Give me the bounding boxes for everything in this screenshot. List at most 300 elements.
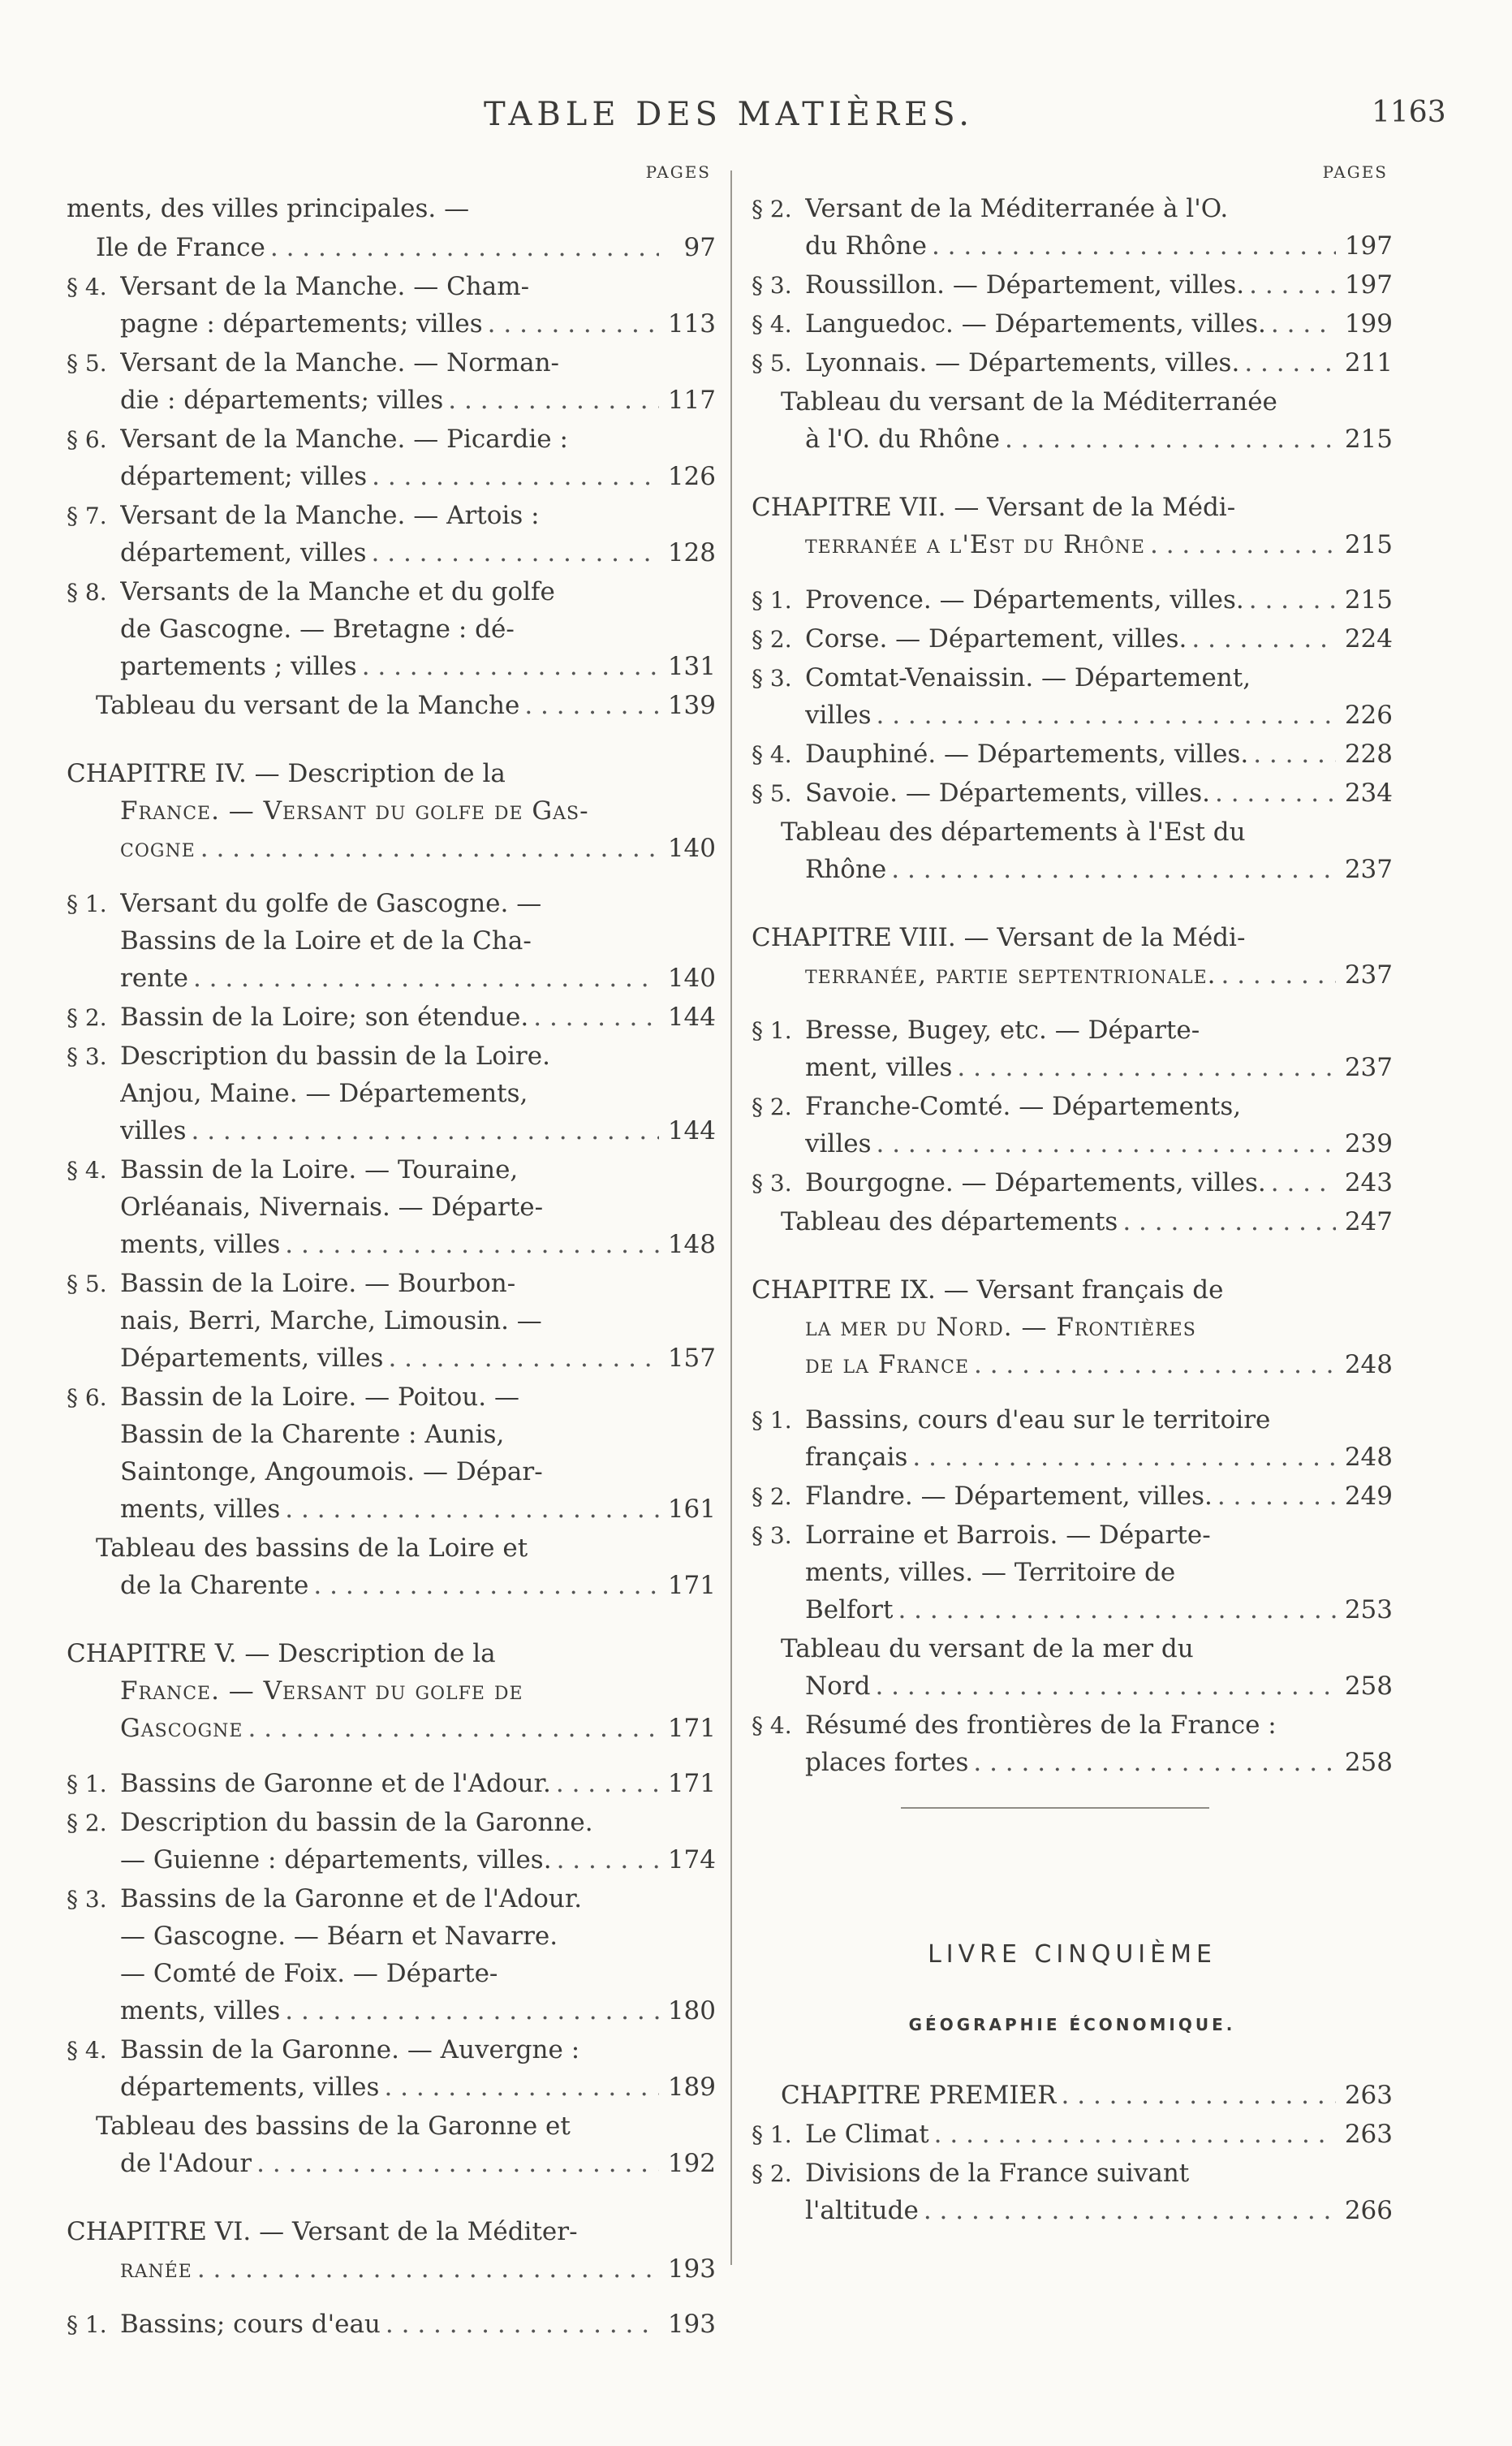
- dot-leader: [872, 697, 1336, 734]
- dot-leader: [1239, 344, 1336, 382]
- page-ref: 215: [1344, 530, 1393, 559]
- toc-entry: [752, 266, 1393, 304]
- toc-entry: [67, 999, 716, 1036]
- entry-text: villes: [805, 1129, 872, 1158]
- section-number: § 3.: [67, 1886, 107, 1913]
- entry-text: Bassins de la Garonne et de l'Adour.: [120, 1884, 583, 1913]
- entry-text: Bassins de Garonne et de l'Adour.: [120, 1769, 551, 1798]
- section-number: § 1.: [752, 2121, 792, 2148]
- entry-text: de l'Adour: [120, 2149, 252, 2178]
- dot-leader: [252, 2145, 659, 2182]
- section-number: § 4.: [752, 311, 792, 338]
- toc-group-left-3: [67, 1765, 716, 2182]
- entry-text: de la France: [805, 1350, 970, 1379]
- entry-text: Tableau des départements à l'Est du: [781, 817, 1246, 847]
- entry-text: France. — Versant du golfe de Gas-: [120, 796, 589, 826]
- chapter-6: [67, 2213, 716, 2288]
- entry-text: Tableau des bassins de la Loire et: [96, 1534, 528, 1563]
- page-ref: 171: [667, 1769, 716, 1798]
- entry-text: Tableau des bassins de la Garonne et: [96, 2112, 571, 2141]
- entry-text: Comtat-Venaissin. — Département,: [805, 663, 1251, 692]
- dot-leader: [969, 1346, 1336, 1383]
- page-ref: 157: [667, 1344, 716, 1373]
- section-number: § 7.: [67, 503, 107, 529]
- page-ref: 248: [1344, 1443, 1393, 1472]
- entry-text: ments, villes: [120, 1996, 281, 2025]
- entry-text: Bassins; cours d'eau: [120, 2310, 381, 2339]
- dot-leader: [886, 851, 1336, 888]
- page-ref: 247: [1344, 1207, 1393, 1236]
- left-column: [67, 162, 716, 2345]
- page-ref: 171: [667, 1714, 716, 1743]
- toc-entry: [752, 1478, 1393, 1515]
- entry-text: Corse. — Département, villes.: [805, 624, 1187, 654]
- section-number: § 2.: [752, 2160, 792, 2187]
- entry-text: Provence. — Départements, villes.: [805, 585, 1244, 615]
- entry-text: français: [805, 1443, 908, 1472]
- entry-text: Description du bassin de la Loire.: [120, 1042, 550, 1071]
- entry-text: départements, villes: [120, 2073, 380, 2102]
- entry-text: Bassin de la Loire. — Touraine,: [120, 1155, 519, 1184]
- page-ref: 258: [1344, 1672, 1393, 1701]
- section-number: § 4.: [67, 2037, 107, 2064]
- page-ref: 171: [667, 1571, 716, 1600]
- section-number: § 3.: [752, 1522, 792, 1549]
- dot-leader: [927, 227, 1336, 265]
- toc-entry: [67, 885, 716, 997]
- section-number: § 6.: [67, 426, 107, 453]
- toc-entry: [752, 344, 1393, 382]
- toc-entry: [67, 1880, 716, 2030]
- entry-text: CHAPITRE VII. — Versant de la Médi-: [752, 493, 1236, 522]
- entry-text: Bassins de la Loire et de la Cha-: [120, 926, 532, 956]
- dot-leader: [1187, 620, 1336, 658]
- toc-entry: [67, 1529, 716, 1604]
- section-divider: [901, 1807, 1209, 1809]
- toc-entry: [752, 2116, 1393, 2153]
- entry-text: cogne: [120, 834, 196, 863]
- toc-entry: [67, 497, 716, 572]
- dot-leader: [243, 1710, 659, 1747]
- entry-text: France. — Versant du golfe de: [120, 1676, 523, 1706]
- page-ref: 248: [1344, 1350, 1393, 1379]
- page-ref: 215: [1344, 585, 1393, 615]
- entry-text: la mer du Nord. — Frontières: [805, 1313, 1196, 1342]
- dot-leader: [381, 2306, 659, 2343]
- dot-leader: [968, 1744, 1336, 1781]
- section-number: § 1.: [752, 1017, 792, 1044]
- entry-text: CHAPITRE IX. — Versant français de: [752, 1275, 1224, 1305]
- page-ref: 189: [667, 2073, 716, 2102]
- dot-leader: [929, 2116, 1336, 2153]
- entry-text: villes: [120, 1116, 187, 1145]
- toc-entry: [752, 383, 1393, 458]
- toc-group-right-2: [752, 581, 1393, 888]
- toc-entry: [67, 268, 716, 343]
- page-ref: 258: [1344, 1748, 1393, 1777]
- dot-leader: [1248, 736, 1336, 773]
- column-divider: [730, 170, 732, 2265]
- dot-leader: [443, 382, 659, 419]
- page-ref: 211: [1344, 348, 1393, 377]
- toc-entry: [67, 1378, 716, 1528]
- page-ref: 249: [1344, 1482, 1393, 1511]
- section-number: § 6.: [67, 1384, 107, 1411]
- entry-text: terranée a l'Est du Rhône: [805, 530, 1145, 559]
- dot-leader: [196, 830, 659, 867]
- entry-text: nais, Berri, Marche, Limousin. —: [120, 1306, 542, 1335]
- chapter-heading: [752, 489, 1393, 563]
- entry-text: CHAPITRE V. — Description de la: [67, 1639, 496, 1668]
- page-ref: 113: [667, 309, 716, 339]
- dot-leader: [367, 534, 659, 572]
- page-ref: 253: [1344, 1595, 1393, 1624]
- dot-leader: [357, 648, 659, 685]
- section-number: § 8.: [67, 579, 107, 606]
- dot-leader: [367, 458, 659, 495]
- page-ref: 161: [667, 1495, 716, 1524]
- dot-leader: [265, 229, 659, 266]
- dot-leader: [919, 2192, 1336, 2229]
- page-ref: 97: [683, 233, 716, 262]
- page-ref: 263: [1344, 2120, 1393, 2149]
- toc-group-right-3: [752, 1012, 1393, 1240]
- entry-text: Le Climat: [805, 2120, 929, 2149]
- toc-entry: [752, 2155, 1393, 2229]
- entry-text: Versant de la Manche. — Artois :: [120, 501, 540, 530]
- entry-text: Bassin de la Charente : Aunis,: [120, 1420, 505, 1449]
- page-number: 1163: [1372, 96, 1446, 129]
- chapter-heading: [67, 1635, 716, 1747]
- entry-text: — Guienne : départements, villes.: [120, 1845, 552, 1874]
- dot-leader: [528, 999, 659, 1036]
- entry-text: Tableau du versant de la Méditerranée: [781, 387, 1277, 416]
- entry-text: villes: [805, 701, 872, 730]
- toc-entry: [67, 190, 716, 227]
- chapter-heading: [752, 919, 1393, 994]
- entry-text: Départements, villes: [120, 1344, 384, 1373]
- toc-entry: [67, 2107, 716, 2182]
- section-number: § 2.: [67, 1004, 107, 1031]
- page-ref: 131: [667, 652, 716, 681]
- entry-text: Versants de la Manche et du golfe: [120, 577, 555, 606]
- entry-text: Lyonnais. — Départements, villes.: [805, 348, 1240, 377]
- entry-text: de Gascogne. — Bretagne : dé-: [120, 615, 515, 644]
- toc-entry: [67, 1804, 716, 1879]
- dot-leader: [893, 1591, 1336, 1629]
- dot-leader: [483, 305, 659, 343]
- dot-leader: [1244, 266, 1336, 304]
- entry-text: Bourgogne. — Départements, villes.: [805, 1168, 1266, 1197]
- entry-text: Flandre. — Département, villes.: [805, 1482, 1213, 1511]
- toc-entry: [752, 774, 1393, 812]
- entry-text: du Rhône: [805, 231, 927, 261]
- page-ref: 193: [667, 2254, 716, 2284]
- page-ref: 180: [667, 1996, 716, 2025]
- section-number: § 3.: [752, 272, 792, 299]
- entry-text: Versant de la Méditerranée à l'O.: [805, 194, 1229, 223]
- chapter-5: [67, 1635, 716, 1747]
- section-number: § 5.: [67, 350, 107, 377]
- page-ref: 174: [667, 1845, 716, 1874]
- section-number: § 4.: [752, 741, 792, 768]
- toc-entry: [67, 229, 716, 266]
- dot-leader: [519, 687, 659, 724]
- section-number: § 2.: [752, 1483, 792, 1510]
- entry-text: Versant de la Manche. — Norman-: [120, 348, 560, 377]
- dot-leader: [1145, 526, 1336, 563]
- entry-text: Bassin de la Loire. — Bourbon-: [120, 1269, 516, 1298]
- section-number: § 5.: [752, 780, 792, 807]
- livre-title: LIVRE CINQUIÈME: [928, 1940, 1217, 1969]
- section-number: § 1.: [67, 891, 107, 917]
- page-ref: 237: [1344, 1053, 1393, 1082]
- right-column: [752, 162, 1393, 1783]
- page-ref: 197: [1344, 270, 1393, 300]
- entry-text: CHAPITRE VI. — Versant de la Méditer-: [67, 2217, 578, 2246]
- page-ref: 234: [1344, 779, 1393, 808]
- entry-text: département, villes: [120, 538, 367, 567]
- toc-group-right-4: [752, 1401, 1393, 1781]
- page-ref: 139: [667, 691, 716, 720]
- toc-group-right-5: [752, 2077, 1393, 2231]
- chapter-8: [752, 919, 1393, 994]
- entry-text: CHAPITRE VIII. — Versant de la Médi-: [752, 923, 1246, 952]
- toc-entry: [67, 573, 716, 685]
- entry-text: Savoie. — Départements, villes.: [805, 779, 1211, 808]
- dot-leader: [308, 1567, 659, 1604]
- page-ref: 239: [1344, 1129, 1393, 1158]
- entry-text: Anjou, Maine. — Départements,: [120, 1079, 528, 1108]
- toc-entry: [67, 1151, 716, 1263]
- section-number: § 4.: [67, 274, 107, 300]
- entry-text: Gascogne: [120, 1714, 243, 1743]
- chapter-9: [752, 1271, 1393, 1383]
- entry-text: Franche-Comté. — Départements,: [805, 1092, 1242, 1121]
- page-ref: 228: [1344, 740, 1393, 769]
- entry-text: ments, villes: [120, 1495, 281, 1524]
- section-number: § 2.: [752, 1094, 792, 1120]
- toc-entry: [752, 1706, 1393, 1781]
- dot-leader: [1266, 1164, 1336, 1201]
- section-number: § 5.: [752, 350, 792, 377]
- page-ref: 199: [1344, 309, 1393, 339]
- dot-leader: [551, 1765, 659, 1802]
- entry-text: Bassins, cours d'eau sur le territoire: [805, 1405, 1271, 1434]
- page-ref: 128: [667, 538, 716, 567]
- dot-leader: [383, 1339, 659, 1377]
- dot-leader: [188, 960, 659, 997]
- toc-entry: [67, 1038, 716, 1150]
- entry-text: de la Charente: [120, 1571, 309, 1600]
- toc-entry: [67, 2031, 716, 2106]
- dot-leader: [1217, 956, 1337, 994]
- toc-entry: [752, 1164, 1393, 1201]
- page-ref: 215: [1344, 425, 1393, 454]
- page-ref: 263: [1344, 2081, 1393, 2110]
- dot-leader: [872, 1125, 1336, 1163]
- toc-entry: [752, 813, 1393, 888]
- page-ref: 140: [667, 964, 716, 993]
- entry-text: CHAPITRE IV. — Description de la: [67, 759, 506, 788]
- dot-leader: [192, 2250, 659, 2288]
- section-number: § 3.: [67, 1043, 107, 1070]
- section-number: § 2.: [67, 1810, 107, 1836]
- toc-entry: [752, 581, 1393, 619]
- entry-text: Description du bassin de la Garonne.: [120, 1808, 593, 1837]
- page-ref: 243: [1344, 1168, 1393, 1197]
- dot-leader: [280, 1226, 659, 1263]
- dot-leader: [870, 1667, 1336, 1705]
- pages-label: PAGES: [645, 162, 711, 182]
- entry-text: Orléanais, Nivernais. — Départe-: [120, 1193, 544, 1222]
- toc-entry: [752, 2077, 1393, 2114]
- page-ref: 144: [667, 1003, 716, 1032]
- entry-text: à l'O. du Rhône: [805, 425, 1001, 454]
- page-ref: 140: [667, 834, 716, 863]
- page-ref: 192: [667, 2149, 716, 2178]
- entry-text: Bresse, Bugey, etc. — Départe-: [805, 1016, 1200, 1045]
- dot-leader: [280, 1992, 659, 2030]
- toc-entry: [752, 190, 1393, 265]
- page-ref: 126: [667, 462, 716, 491]
- entry-text: terranée, partie septentrionale.: [805, 960, 1217, 990]
- dot-leader: [1244, 581, 1336, 619]
- toc-entry: [67, 687, 716, 724]
- toc-entry: [752, 1203, 1393, 1240]
- toc-entry: [752, 1516, 1393, 1629]
- toc-entry: [752, 736, 1393, 773]
- entry-text: places fortes: [805, 1748, 969, 1777]
- entry-text: die : départements; villes: [120, 386, 444, 415]
- dot-leader: [1266, 305, 1336, 343]
- chapter-7: [752, 489, 1393, 563]
- section-number: § 3.: [752, 1170, 792, 1197]
- entry-text: ments, des villes principales. —: [67, 194, 470, 223]
- page-ref: 197: [1344, 231, 1393, 261]
- entry-text: ment, villes: [805, 1053, 953, 1082]
- chapter-heading: [67, 755, 716, 867]
- toc-group-left-4: [67, 2306, 716, 2343]
- toc-entry: [752, 1401, 1393, 1476]
- chapter-heading: [67, 2213, 716, 2288]
- entry-text: département; villes: [120, 462, 368, 491]
- entry-text: Versant de la Manche. — Cham-: [120, 272, 530, 301]
- entry-text: Bassin de la Loire; son étendue.: [120, 1003, 529, 1032]
- entry-text: Versant de la Manche. — Picardie :: [120, 425, 568, 454]
- page-ref: 237: [1344, 960, 1393, 990]
- dot-leader: [1210, 774, 1336, 812]
- pages-label-right: PAGES: [1322, 162, 1388, 182]
- running-header: [0, 96, 1512, 145]
- entry-text: rente: [120, 964, 188, 993]
- entry-text: ments, villes. — Territoire de: [805, 1558, 1176, 1587]
- toc-entry: [752, 659, 1393, 734]
- entry-text: Résumé des frontières de la France :: [805, 1710, 1277, 1740]
- section-number: § 4.: [67, 1157, 107, 1184]
- entry-text: Roussillon. — Département, villes.: [805, 270, 1245, 300]
- toc-entry: [67, 421, 716, 495]
- section-number: § 5.: [67, 1270, 107, 1297]
- section-number: § 1.: [752, 1407, 792, 1434]
- section-number: § 1.: [752, 587, 792, 614]
- entry-text: Belfort: [805, 1595, 894, 1624]
- entry-text: Saintonge, Angoumois. — Dépar-: [120, 1457, 543, 1486]
- entry-text: Ile de France: [96, 233, 265, 262]
- entry-text: Tableau des départements: [781, 1207, 1118, 1236]
- toc-group-left-2: [67, 885, 716, 1604]
- dot-leader: [280, 1490, 659, 1528]
- page-ref: 266: [1344, 2196, 1393, 2225]
- dot-leader: [907, 1439, 1336, 1476]
- toc-group-left-1: [67, 190, 716, 724]
- section-number: § 4.: [752, 1712, 792, 1739]
- toc-entry: [752, 305, 1393, 343]
- page-title: TABLE DES MATIÈRES.: [484, 96, 974, 133]
- entry-text: Nord: [805, 1672, 871, 1701]
- section-number: § 2.: [752, 196, 792, 222]
- entry-text: Rhône: [805, 855, 887, 884]
- toc-entry: [752, 1630, 1393, 1705]
- entry-text: l'altitude: [805, 2196, 919, 2225]
- page-ref: 193: [667, 2310, 716, 2339]
- chapter-heading: [752, 1271, 1393, 1383]
- toc-entry: [67, 2306, 716, 2343]
- page-ref: 226: [1344, 701, 1393, 730]
- toc-entry: [67, 1765, 716, 1802]
- section-number: § 3.: [752, 665, 792, 692]
- entry-text: ments, villes: [120, 1230, 281, 1259]
- entry-text: Lorraine et Barrois. — Départe-: [805, 1521, 1211, 1550]
- entry-text: Bassin de la Garonne. — Auvergne :: [120, 2035, 580, 2064]
- page-ref: 144: [667, 1116, 716, 1145]
- dot-leader: [1000, 421, 1336, 458]
- entry-text: — Comté de Foix. — Départe-: [120, 1959, 498, 1988]
- entry-text: CHAPITRE PREMIER: [781, 2081, 1057, 2110]
- dot-leader: [1118, 1203, 1336, 1240]
- dot-leader: [952, 1049, 1336, 1086]
- dot-leader: [552, 1841, 659, 1879]
- entry-text: — Gascogne. — Béarn et Navarre.: [120, 1922, 558, 1951]
- entry-text: ranée: [120, 2254, 192, 2284]
- toc-entry: [752, 1012, 1393, 1086]
- entry-text: Dauphiné. — Départements, villes.: [805, 740, 1249, 769]
- page-ref: 237: [1344, 855, 1393, 884]
- toc-group-right-1: [752, 190, 1393, 458]
- page-ref: 117: [667, 386, 716, 415]
- toc-entry: [67, 344, 716, 419]
- entry-text: pagne : départements; villes: [120, 309, 483, 339]
- entry-text: Tableau du versant de la mer du: [781, 1634, 1194, 1663]
- toc-entry: [752, 620, 1393, 658]
- section-number: § 1.: [67, 2311, 107, 2338]
- entry-text: Divisions de la France suivant: [805, 2159, 1190, 2188]
- entry-text: partements ; villes: [120, 652, 357, 681]
- section-number: § 2.: [752, 626, 792, 653]
- section-number: § 1.: [67, 1771, 107, 1797]
- dot-leader: [1213, 1478, 1336, 1515]
- entry-text: Versant du golfe de Gascogne. —: [120, 889, 542, 918]
- dot-leader: [187, 1112, 659, 1150]
- toc-entry: [752, 1088, 1393, 1163]
- entry-text: Tableau du versant de la Manche: [96, 691, 520, 720]
- chapter-4: [67, 755, 716, 867]
- entry-text: Bassin de la Loire. — Poitou. —: [120, 1383, 519, 1412]
- dot-leader: [379, 2069, 659, 2106]
- page-ref: 224: [1344, 624, 1393, 654]
- toc-entry: [67, 1265, 716, 1377]
- dot-leader: [1057, 2077, 1336, 2114]
